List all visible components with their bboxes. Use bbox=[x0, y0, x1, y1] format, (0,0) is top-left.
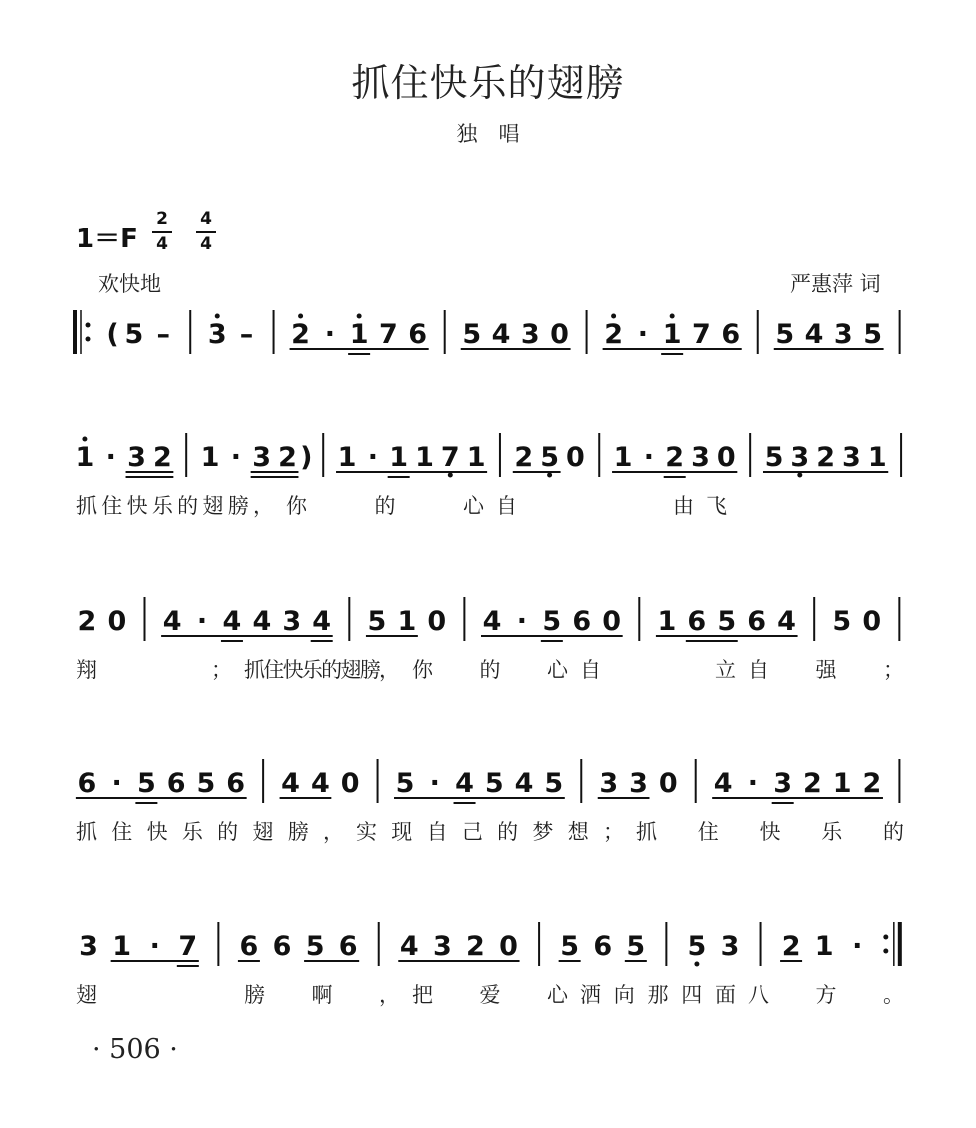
note: · bbox=[111, 768, 122, 799]
note: · bbox=[324, 319, 335, 350]
note: 5 bbox=[687, 931, 707, 962]
note: 5 bbox=[717, 606, 737, 637]
note: · bbox=[429, 768, 440, 799]
note: 1 bbox=[657, 606, 677, 637]
octave-dot-below bbox=[797, 473, 802, 478]
note: 6 bbox=[593, 931, 613, 962]
note: 2 bbox=[803, 768, 822, 799]
note: 0 bbox=[550, 319, 569, 350]
note: 4 bbox=[514, 768, 534, 799]
performance-type: 独 唱 bbox=[456, 122, 520, 146]
lyric-phrase: 翔； bbox=[76, 658, 232, 682]
lyric-phrase: 自强； bbox=[748, 658, 904, 682]
note: 3 bbox=[207, 319, 227, 350]
octave-dot-above bbox=[215, 314, 220, 319]
note: 3 bbox=[691, 442, 710, 473]
note: 7 bbox=[379, 319, 398, 350]
repeat-dot bbox=[86, 323, 91, 328]
lyric-phrase: 抓住快乐的 bbox=[636, 820, 904, 844]
note: 4 bbox=[713, 768, 733, 799]
note: 5 bbox=[764, 442, 784, 473]
note: 2 bbox=[604, 319, 624, 350]
note: · bbox=[196, 606, 208, 637]
note: 3 bbox=[282, 606, 302, 637]
octave-dot-above bbox=[357, 314, 362, 319]
note: 6 bbox=[687, 606, 707, 637]
note: 6 bbox=[166, 768, 186, 799]
repeat-dot bbox=[86, 337, 91, 342]
note: 1 bbox=[349, 319, 369, 350]
octave-dot-below bbox=[694, 962, 699, 967]
lyric-phrase: 洒向那四面 bbox=[580, 983, 736, 1007]
note: 5 bbox=[196, 768, 216, 799]
note: 1 bbox=[337, 442, 357, 473]
note: 1 bbox=[75, 442, 95, 473]
repeat-dot bbox=[883, 935, 888, 940]
note: 5 bbox=[395, 768, 415, 799]
note: · bbox=[852, 931, 863, 962]
note: 0 bbox=[602, 606, 622, 637]
note: 0 bbox=[658, 768, 678, 799]
lyric-phrase: 抓住快乐的翅膀， bbox=[76, 494, 274, 518]
lyric-phrase: 膀啊， bbox=[244, 983, 400, 1007]
time-signature-bottom: 4 bbox=[200, 234, 212, 254]
note: 5 bbox=[832, 606, 852, 637]
note: 6 bbox=[239, 931, 259, 962]
lyric-phrase: 抓住快乐的翅膀， bbox=[244, 658, 400, 682]
note: 5 bbox=[462, 319, 482, 350]
octave-dot-below bbox=[547, 473, 552, 478]
note: 4 bbox=[482, 606, 502, 637]
note: 3 bbox=[252, 442, 272, 473]
lyric-phrase: 自由 bbox=[496, 494, 694, 518]
note: 4 bbox=[312, 606, 332, 637]
note: 0 bbox=[862, 606, 882, 637]
octave-dot-above bbox=[298, 314, 303, 319]
note: 5 bbox=[540, 442, 559, 473]
lyric-phrase: 翅 bbox=[76, 983, 97, 1007]
note: 7 bbox=[692, 319, 711, 350]
note: 5 bbox=[863, 319, 882, 350]
note: 0 bbox=[566, 442, 585, 473]
note: 2 bbox=[862, 768, 882, 799]
note: 3 bbox=[432, 931, 452, 962]
note: 5 bbox=[560, 931, 580, 962]
note: · bbox=[637, 319, 649, 350]
note: 2 bbox=[781, 931, 801, 962]
note: 5 bbox=[484, 768, 504, 799]
note: 4 bbox=[222, 606, 242, 637]
song-title: 抓住快乐的翅膀 bbox=[351, 61, 625, 105]
note: 1 bbox=[415, 442, 434, 473]
parenthesis: ( bbox=[106, 319, 119, 350]
note: 3 bbox=[79, 931, 98, 962]
note: 5 bbox=[544, 768, 564, 799]
note: 3 bbox=[520, 319, 540, 350]
lyric-phrase: 你的心 bbox=[286, 494, 484, 518]
note: 2 bbox=[77, 606, 97, 637]
note: 2 bbox=[466, 931, 485, 962]
parenthesis: ) bbox=[300, 442, 313, 473]
note: 3 bbox=[842, 442, 861, 473]
note: 1 bbox=[200, 442, 220, 473]
note: 3 bbox=[773, 768, 793, 799]
note: – bbox=[239, 319, 254, 350]
note: 3 bbox=[127, 442, 146, 473]
note: 4 bbox=[281, 768, 300, 799]
note: 3 bbox=[629, 768, 648, 799]
note: 6 bbox=[226, 768, 246, 799]
note: 2 bbox=[816, 442, 836, 473]
note: 1 bbox=[112, 931, 132, 962]
note: 6 bbox=[338, 931, 358, 962]
note: · bbox=[149, 931, 160, 962]
note: 4 bbox=[777, 606, 796, 637]
lyric-phrase: 自立 bbox=[580, 658, 736, 682]
note: 0 bbox=[427, 606, 447, 637]
note: 1 bbox=[814, 931, 834, 962]
note: · bbox=[747, 768, 759, 799]
lyric-phrase: 实现自己的梦想； bbox=[356, 820, 624, 844]
note: 5 bbox=[136, 768, 156, 799]
time-signature-top: 2 bbox=[156, 209, 168, 229]
note: 4 bbox=[399, 931, 419, 962]
note: 2 bbox=[514, 442, 534, 473]
note: 2 bbox=[291, 319, 310, 350]
key-signature: 1＝F bbox=[76, 224, 138, 254]
note: · bbox=[230, 442, 241, 473]
note: 5 bbox=[305, 931, 325, 962]
note: 7 bbox=[178, 931, 198, 962]
note: 4 bbox=[252, 606, 272, 637]
note: 4 bbox=[455, 768, 474, 799]
note: 2 bbox=[665, 442, 685, 473]
note: 0 bbox=[716, 442, 736, 473]
note: 1 bbox=[466, 442, 486, 473]
note: · bbox=[105, 442, 116, 473]
tempo-marking: 欢快地 bbox=[98, 272, 161, 296]
lyricist-credit: 严惠萍 词 bbox=[790, 272, 881, 296]
lyric-phrase: 八方。 bbox=[748, 983, 904, 1007]
time-signature-top: 4 bbox=[200, 209, 212, 229]
note: 3 bbox=[833, 319, 853, 350]
lyric-phrase: 飞 bbox=[706, 494, 727, 518]
note: – bbox=[156, 319, 170, 350]
octave-dot-above bbox=[82, 437, 87, 442]
note: 6 bbox=[408, 319, 428, 350]
note: · bbox=[643, 442, 655, 473]
note: 1 bbox=[613, 442, 633, 473]
note: 4 bbox=[310, 768, 330, 799]
note: 6 bbox=[721, 319, 741, 350]
note: 6 bbox=[747, 606, 767, 637]
note: 6 bbox=[77, 768, 97, 799]
note: 7 bbox=[440, 442, 460, 473]
note: 0 bbox=[107, 606, 127, 637]
note: 4 bbox=[491, 319, 511, 350]
note: · bbox=[367, 442, 378, 473]
note: 2 bbox=[152, 442, 172, 473]
note: 3 bbox=[599, 768, 619, 799]
note: 1 bbox=[867, 442, 887, 473]
note: 1 bbox=[832, 768, 852, 799]
note: · bbox=[516, 606, 528, 637]
time-signature-bottom: 4 bbox=[156, 234, 168, 254]
note: 5 bbox=[775, 319, 795, 350]
note: 1 bbox=[662, 319, 682, 350]
repeat-dot bbox=[883, 949, 888, 954]
note: 4 bbox=[162, 606, 182, 637]
lyric-phrase: 你的心 bbox=[412, 658, 568, 682]
note: 5 bbox=[626, 931, 646, 962]
note: 2 bbox=[278, 442, 297, 473]
note: 1 bbox=[397, 606, 417, 637]
lyric-phrase: 把爱心 bbox=[412, 983, 568, 1007]
note: 3 bbox=[790, 442, 810, 473]
octave-dot-above bbox=[670, 314, 675, 319]
octave-dot-below bbox=[448, 473, 453, 478]
note: 1 bbox=[389, 442, 409, 473]
note: 5 bbox=[367, 606, 387, 637]
note: 6 bbox=[572, 606, 592, 637]
note: 0 bbox=[499, 931, 518, 962]
lyric-phrase: 抓住快乐的翅膀， bbox=[76, 820, 344, 844]
octave-dot-above bbox=[611, 314, 616, 319]
note: 5 bbox=[542, 606, 562, 637]
note: 5 bbox=[124, 319, 144, 350]
note: 0 bbox=[340, 768, 360, 799]
note: 4 bbox=[804, 319, 824, 350]
page-number: · 506 · bbox=[92, 1034, 178, 1065]
note: 3 bbox=[720, 931, 740, 962]
note: 6 bbox=[272, 931, 292, 962]
